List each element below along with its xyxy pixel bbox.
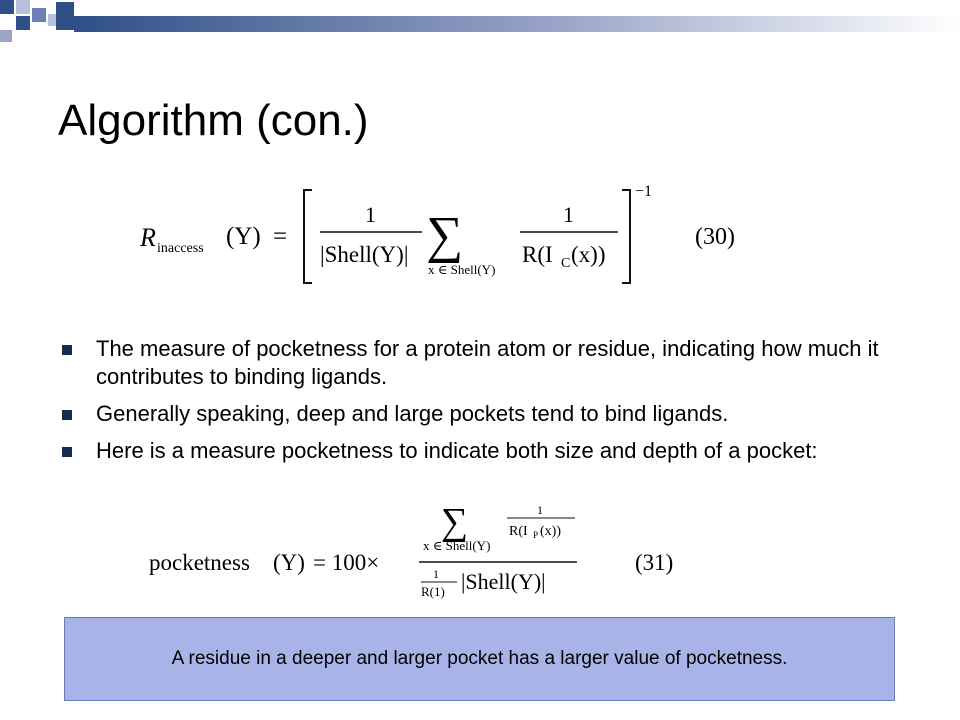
eq31-number: (31) bbox=[635, 550, 674, 575]
eq30-sum-sub: x ∈ Shell(Y) bbox=[428, 262, 496, 277]
callout-box bbox=[64, 617, 895, 701]
header-square bbox=[16, 0, 30, 14]
header-gradient-bar bbox=[74, 16, 960, 32]
eq30-sum-icon: ∑ bbox=[426, 207, 464, 264]
bullet-item bbox=[62, 437, 902, 465]
eq31-equals: = 100× bbox=[313, 550, 380, 575]
eq31-inner-den-rest: (x)) bbox=[540, 524, 561, 539]
slide-title: Algorithm (con.) bbox=[58, 96, 369, 145]
eq31-inner-den-R: R(I bbox=[509, 524, 528, 539]
eq30-equals: = bbox=[273, 223, 288, 250]
eq30-frac2-den-sub: C bbox=[561, 256, 571, 271]
eq30-lhs-sub: inaccess bbox=[157, 241, 204, 256]
callout-text: A residue in a deeper and larger pocket has a larger value of pocketness. bbox=[171, 648, 788, 669]
eq30-lhs-R: R bbox=[140, 223, 156, 252]
eq31-den-frac-den: R(1) bbox=[421, 584, 445, 599]
eq31-inner-num: 1 bbox=[537, 503, 543, 517]
bullet-item bbox=[62, 400, 902, 428]
eq30-frac2-den-R: R(I bbox=[522, 242, 553, 267]
header-square bbox=[56, 2, 74, 30]
eq30-exponent: −1 bbox=[635, 183, 653, 200]
eq31-sum-sub: x ∈ Shell(Y) bbox=[423, 538, 491, 553]
eq31-den-shell: |Shell(Y)| bbox=[461, 569, 546, 594]
bullet-square-icon bbox=[62, 447, 72, 457]
eq30-left-bracket bbox=[304, 190, 312, 283]
header-square bbox=[32, 8, 46, 22]
header-square bbox=[0, 0, 14, 14]
eq30-frac2-den-rest: (x)) bbox=[571, 242, 606, 267]
eq30-frac2-num: 1 bbox=[563, 202, 574, 227]
eq31-sum-icon: ∑ bbox=[441, 501, 469, 543]
eq31-lhs-arg: (Y) bbox=[273, 550, 305, 575]
bullet-item bbox=[62, 335, 902, 391]
header-decoration bbox=[0, 0, 960, 52]
eq30-lhs-arg: (Y) bbox=[226, 223, 261, 250]
equation-31 bbox=[145, 500, 705, 610]
eq31-den-frac-num: 1 bbox=[433, 567, 439, 581]
bullet-square-icon bbox=[62, 410, 72, 420]
bullet-square-icon bbox=[62, 345, 72, 355]
eq30-frac1-num: 1 bbox=[365, 202, 376, 227]
eq30-number: (30) bbox=[695, 224, 735, 250]
equation-30 bbox=[130, 180, 770, 295]
eq30-right-bracket bbox=[622, 190, 630, 283]
bullet-list bbox=[62, 335, 902, 474]
header-square bbox=[16, 16, 30, 30]
header-square bbox=[0, 30, 12, 42]
bullet-text: Generally speaking, deep and large pockets tend to bind ligands. bbox=[96, 401, 729, 426]
bullet-text: Here is a measure pocketness to indicate both size and depth of a pocket: bbox=[96, 438, 818, 463]
bullet-text: The measure of pocketness for a protein atom or residue, indicating how much it contributes to binding ligands. bbox=[96, 336, 879, 389]
eq31-lhs: pocketness bbox=[149, 550, 250, 575]
eq30-frac1-den: |Shell(Y)| bbox=[320, 242, 409, 267]
eq31-inner-den-sub: P bbox=[533, 530, 539, 540]
